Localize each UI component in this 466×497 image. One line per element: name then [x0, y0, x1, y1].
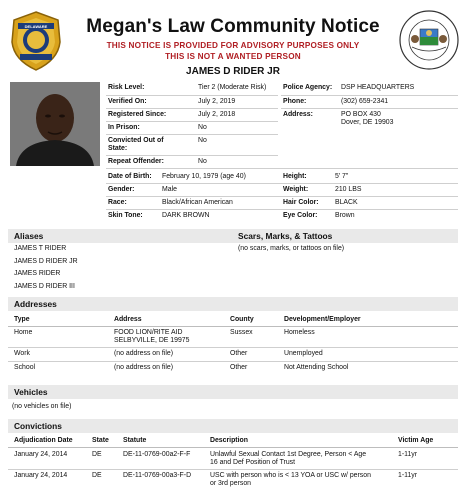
convictions-band — [8, 419, 458, 433]
conviction-date: January 24, 2014 — [14, 472, 68, 479]
gender-label: Gender: — [108, 186, 135, 193]
skin-tone-label: Skin Tone: — [108, 212, 143, 219]
divider — [106, 134, 278, 135]
race-label: Race: — [108, 199, 127, 206]
divider — [106, 183, 458, 184]
divider — [106, 209, 458, 210]
divider — [8, 361, 458, 362]
divider — [106, 196, 458, 197]
registered-since-value: July 2, 2018 — [198, 111, 236, 118]
portrait-image — [10, 82, 100, 166]
divider — [8, 469, 458, 470]
aliases-band — [8, 229, 458, 243]
advisory-warning: THIS NOTICE IS PROVIDED FOR ADVISORY PURPOSES ONLY — [106, 41, 360, 50]
repeat-offender-label: Repeat Offender: — [108, 158, 164, 165]
police-badge-icon — [8, 10, 64, 72]
weight-label: Weight: — [283, 186, 309, 193]
height-value: 5' 7" — [335, 173, 349, 180]
divider — [8, 447, 458, 448]
marks-title: Scars, Marks, & Tattoos — [238, 231, 333, 241]
address-county: Other — [230, 350, 248, 357]
conviction-statute: DE-11-0769-00a3-F-D — [123, 472, 192, 479]
race-value: Black/African American — [162, 199, 233, 206]
conviction-header-statute: Statute — [123, 437, 147, 444]
conviction-state: DE — [92, 451, 102, 458]
divider — [281, 108, 458, 109]
risk-level-value: Tier 2 (Moderate Risk) — [198, 84, 267, 91]
svg-text:DELAWARE: DELAWARE — [24, 24, 48, 29]
address-type: School — [14, 364, 36, 371]
address-development: Not Attending School — [284, 364, 349, 371]
address-header-development: Development/Employer — [284, 316, 361, 323]
address-line1: (no address on file) — [114, 364, 173, 371]
address-header-type: Type — [14, 316, 30, 323]
divider — [8, 326, 458, 327]
address-label: Address: — [283, 111, 313, 118]
verified-on-label: Verified On: — [108, 98, 147, 105]
skin-tone-value: DARK BROWN — [162, 212, 210, 219]
agency-address-line2: Dover, DE 19903 — [341, 119, 394, 126]
conviction-date: January 24, 2014 — [14, 451, 68, 458]
hair-color-label: Hair Color: — [283, 199, 319, 206]
phone-value: (302) 659-2341 — [341, 98, 389, 105]
alias-item: JAMES T RIDER — [14, 245, 67, 252]
address-line1: FOOD LION/RITE AID — [114, 329, 183, 336]
risk-level-label: Risk Level: — [108, 84, 145, 91]
addresses-title: Addresses — [14, 299, 57, 309]
physical-description — [108, 173, 458, 223]
conviction-victim-age: 1-11yr — [398, 472, 418, 479]
conviction-statute: DE-11-0769-00a2-F-F — [123, 451, 191, 458]
divider — [106, 155, 278, 156]
agency-block — [283, 84, 458, 134]
conviction-description-line1: Unlawful Sexual Contact 1st Degree, Person < Age — [210, 451, 367, 458]
convicted-out-of-state-label: Convicted Out of State: — [108, 137, 164, 152]
notice-header — [0, 0, 466, 80]
address-header-county: County — [230, 316, 254, 323]
eye-color-label: Eye Color: — [283, 212, 318, 219]
alias-item: JAMES RIDER — [14, 270, 61, 277]
address-type: Work — [14, 350, 30, 357]
repeat-offender-value: No — [198, 158, 207, 165]
marks-value: (no scars, marks, or tattoos on file) — [238, 245, 345, 252]
in-prison-label: In Prison: — [108, 124, 140, 131]
state-seal-icon — [398, 9, 460, 71]
height-label: Height: — [283, 173, 307, 180]
address-county: Sussex — [230, 329, 253, 336]
alias-item: JAMES D RIDER JR — [14, 258, 78, 265]
dob-label: Date of Birth: — [108, 173, 152, 180]
convicted-out-of-state-value: No — [198, 137, 207, 144]
gender-value: Male — [162, 186, 177, 193]
conviction-header-date: Adjudication Date — [14, 437, 73, 444]
conviction-description-line2: 16 and Def Position of Trust — [210, 459, 296, 466]
vehicles-band — [8, 385, 458, 399]
hair-color-value: BLACK — [335, 199, 358, 206]
divider — [281, 95, 458, 96]
address-type: Home — [14, 329, 33, 336]
eye-color-value: Brown — [335, 212, 355, 219]
conviction-header-victim-age: Victim Age — [398, 437, 434, 444]
divider — [106, 108, 278, 109]
phone-label: Phone: — [283, 98, 307, 105]
address-header-address: Address — [114, 316, 142, 323]
weight-value: 210 LBS — [335, 186, 362, 193]
address-line2: SELBYVILLE, DE 19975 — [114, 337, 190, 344]
address-county: Other — [230, 364, 248, 371]
offender-photo — [10, 82, 100, 166]
conviction-header-state: State — [92, 437, 109, 444]
vehicles-value: (no vehicles on file) — [12, 403, 72, 410]
alias-item: JAMES D RIDER III — [14, 283, 75, 290]
conviction-victim-age: 1-11yr — [398, 451, 418, 458]
conviction-state: DE — [92, 472, 102, 479]
registered-since-label: Registered Since: — [108, 111, 167, 118]
agency-address-line1: PO BOX 430 — [341, 111, 381, 118]
divider — [106, 95, 278, 96]
in-prison-value: No — [198, 124, 207, 131]
divider — [106, 168, 458, 169]
police-agency-value: DSP HEADQUARTERS — [341, 84, 415, 91]
verified-on-value: July 2, 2019 — [198, 98, 236, 105]
vehicles-title: Vehicles — [14, 387, 48, 397]
divider — [8, 347, 458, 348]
convictions-title: Convictions — [14, 421, 62, 431]
status-block — [108, 84, 278, 166]
conviction-description-line1: USC with person who is < 13 YOA or USC w/ person — [210, 472, 371, 479]
address-development: Unemployed — [284, 350, 323, 357]
conviction-header-description: Description — [210, 437, 248, 444]
addresses-band — [8, 297, 458, 311]
offender-name: JAMES D RIDER JR — [186, 66, 280, 77]
page-title: Megan's Law Community Notice — [86, 16, 380, 37]
not-wanted-warning: THIS IS NOT A WANTED PERSON — [165, 52, 301, 61]
conviction-description-line2: or 3rd person — [210, 480, 251, 487]
divider — [106, 121, 278, 122]
aliases-title: Aliases — [14, 231, 44, 241]
police-agency-label: Police Agency: — [283, 84, 333, 91]
dob-value: February 10, 1979 (age 40) — [162, 173, 246, 180]
address-development: Homeless — [284, 329, 315, 336]
address-line1: (no address on file) — [114, 350, 173, 357]
